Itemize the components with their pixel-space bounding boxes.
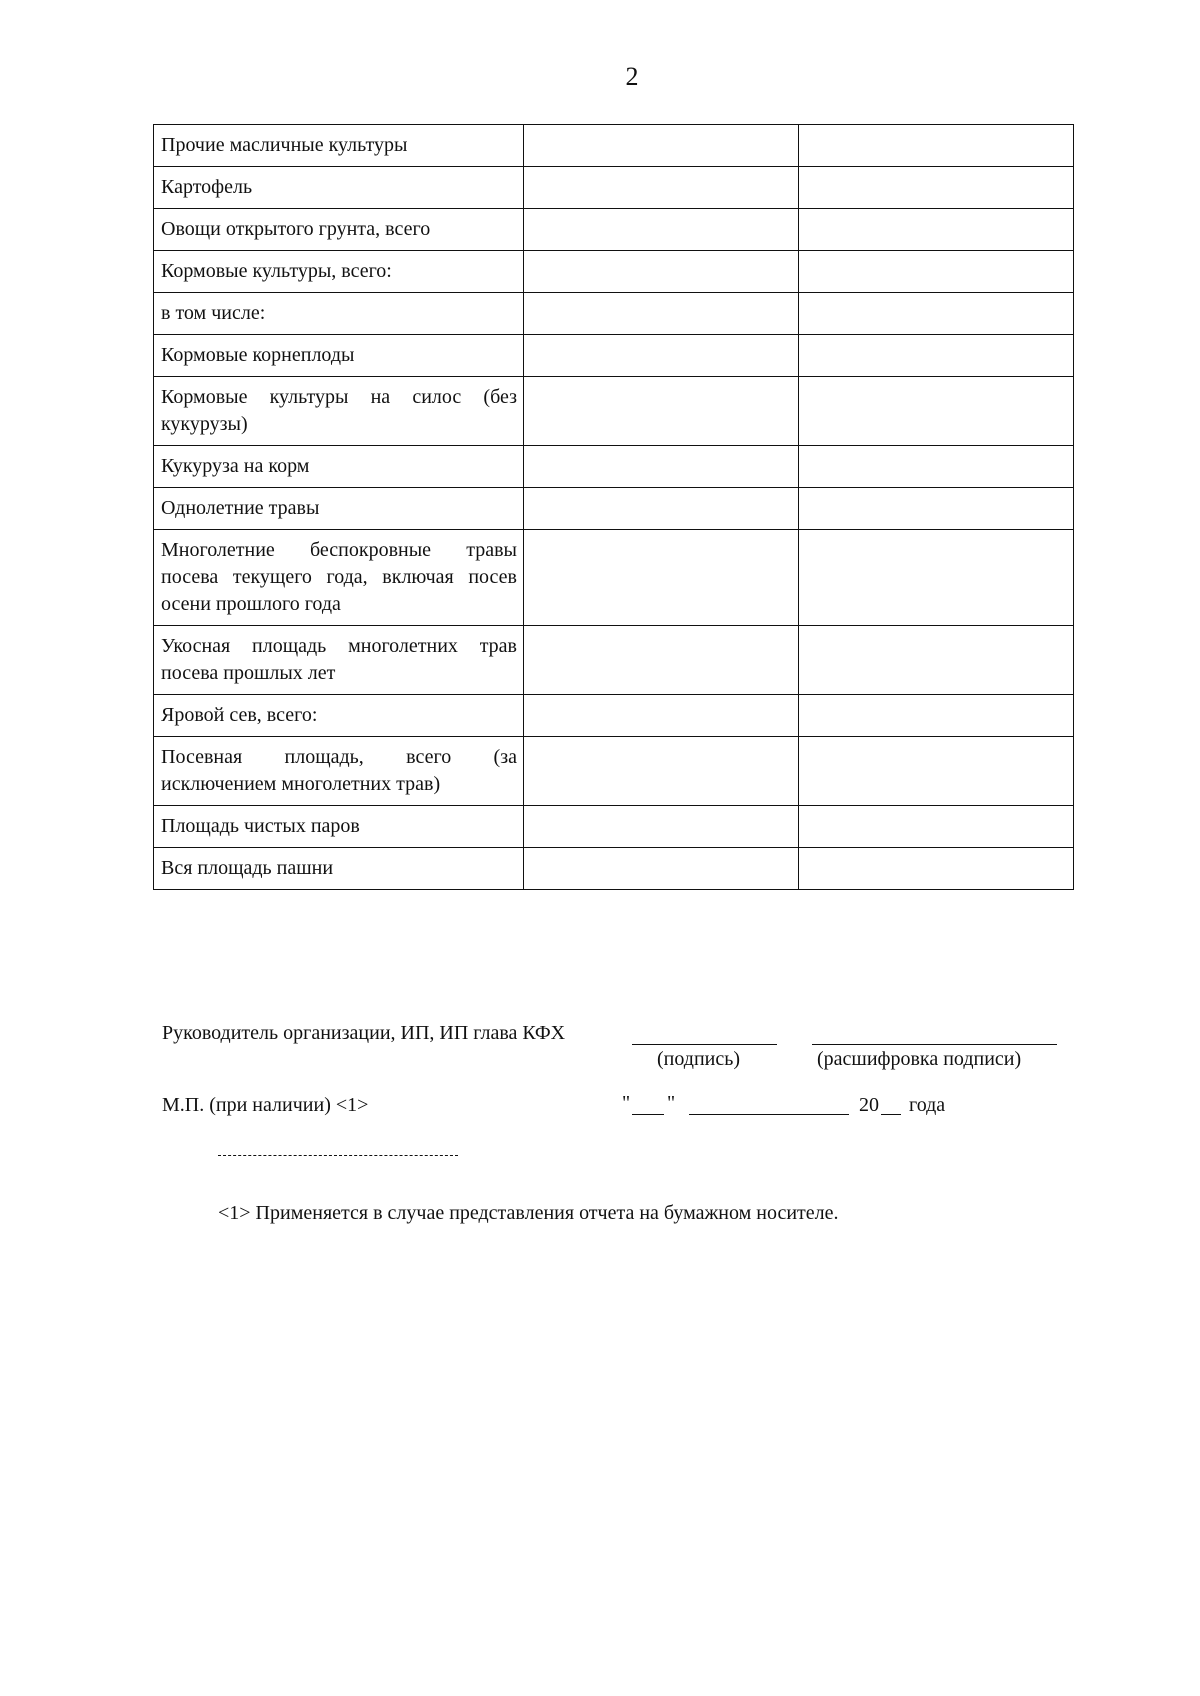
date-month-line[interactable] <box>689 1114 849 1115</box>
row-label: Прочие масличные культуры <box>154 125 524 167</box>
value-cell-2[interactable] <box>799 167 1074 209</box>
value-cell-2[interactable] <box>799 848 1074 890</box>
date-year-suffix: года <box>909 1094 946 1116</box>
table-row <box>154 446 1074 488</box>
value-cell-2[interactable] <box>799 626 1074 695</box>
value-cell-1[interactable] <box>524 293 799 335</box>
value-cell-1[interactable] <box>524 446 799 488</box>
row-label: Укосная площадь многолетних трав посева прошлых лет <box>154 626 524 695</box>
row-label: Кормовые культуры на силос (без кукурузы) <box>154 377 524 446</box>
value-cell-1[interactable] <box>524 167 799 209</box>
table-row <box>154 530 1074 626</box>
head-of-organization-label: Руководитель организации, ИП, ИП глава КФХ <box>162 1022 566 1044</box>
value-cell-1[interactable] <box>524 488 799 530</box>
value-cell-1[interactable] <box>524 806 799 848</box>
value-cell-1[interactable] <box>524 209 799 251</box>
value-cell-2[interactable] <box>799 125 1074 167</box>
row-label: в том числе: <box>154 293 524 335</box>
row-label: Картофель <box>154 167 524 209</box>
table-row <box>154 377 1074 446</box>
row-label: Однолетние травы <box>154 488 524 530</box>
row-label: Вся площадь пашни <box>154 848 524 890</box>
value-cell-2[interactable] <box>799 446 1074 488</box>
value-cell-1[interactable] <box>524 125 799 167</box>
signature-line[interactable] <box>632 1044 777 1045</box>
value-cell-1[interactable] <box>524 695 799 737</box>
value-cell-2[interactable] <box>799 293 1074 335</box>
row-label: Кукуруза на корм <box>154 446 524 488</box>
footnote-text: <1> Применяется в случае представления отчета на бумажном носителе. <box>218 1202 839 1224</box>
table-row <box>154 806 1074 848</box>
row-label: Кормовые культуры, всего: <box>154 251 524 293</box>
date-quote-close: " <box>667 1092 676 1114</box>
value-cell-1[interactable] <box>524 251 799 293</box>
row-label: Овощи открытого грунта, всего <box>154 209 524 251</box>
value-cell-2[interactable] <box>799 377 1074 446</box>
signature-decoding-caption: (расшифровка подписи) <box>817 1048 1022 1070</box>
value-cell-2[interactable] <box>799 695 1074 737</box>
table-row <box>154 335 1074 377</box>
date-quote-open: " <box>622 1092 631 1114</box>
value-cell-2[interactable] <box>799 488 1074 530</box>
date-year-line[interactable] <box>881 1114 901 1115</box>
table-row <box>154 293 1074 335</box>
table-row <box>154 626 1074 695</box>
table-row <box>154 251 1074 293</box>
value-cell-1[interactable] <box>524 626 799 695</box>
table-row <box>154 209 1074 251</box>
page-number: 2 <box>625 62 639 91</box>
value-cell-1[interactable] <box>524 848 799 890</box>
stamp-label: М.П. (при наличии) <1> <box>162 1094 369 1116</box>
signature-caption: (подпись) <box>657 1048 741 1070</box>
value-cell-2[interactable] <box>799 335 1074 377</box>
date-day-line[interactable] <box>632 1114 664 1115</box>
value-cell-2[interactable] <box>799 251 1074 293</box>
crop-area-table <box>153 124 1074 890</box>
row-label: Кормовые корнеплоды <box>154 335 524 377</box>
row-label: Посевная площадь, всего (за исключением многолетних трав) <box>154 737 524 806</box>
table-row <box>154 167 1074 209</box>
table-row <box>154 488 1074 530</box>
table-row <box>154 848 1074 890</box>
row-label: Площадь чистых паров <box>154 806 524 848</box>
row-label: Яровой сев, всего: <box>154 695 524 737</box>
date-year-prefix: 20 <box>859 1094 879 1116</box>
value-cell-2[interactable] <box>799 530 1074 626</box>
signature-decoding-line[interactable] <box>812 1044 1057 1045</box>
value-cell-1[interactable] <box>524 335 799 377</box>
value-cell-1[interactable] <box>524 530 799 626</box>
value-cell-1[interactable] <box>524 737 799 806</box>
value-cell-1[interactable] <box>524 377 799 446</box>
value-cell-2[interactable] <box>799 737 1074 806</box>
table-row <box>154 737 1074 806</box>
row-label: Многолетние беспокровные травы посева текущего года, включая посев осени прошлого года <box>154 530 524 626</box>
value-cell-2[interactable] <box>799 209 1074 251</box>
table-row <box>154 125 1074 167</box>
table-row <box>154 695 1074 737</box>
footnote-separator <box>218 1155 458 1156</box>
value-cell-2[interactable] <box>799 806 1074 848</box>
crop-area-table-body <box>154 125 1074 890</box>
